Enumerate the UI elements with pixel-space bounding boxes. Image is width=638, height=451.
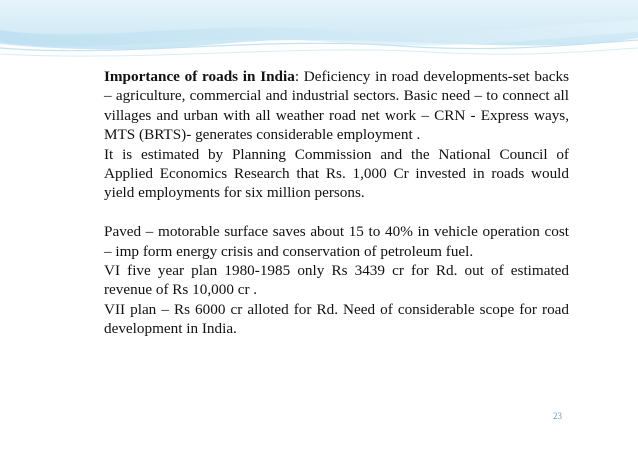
paragraph-seventh-plan: VII plan – Rs 6000 cr alloted for Rd. Need of considerable scope for road development in India.: [104, 300, 569, 338]
paragraph-sixth-plan: VI five year plan 1980-1985 only Rs 3439 cr for Rd. out of estimated revenue of Rs 10,000 cr .: [104, 262, 569, 299]
paragraph-paved-surface: Paved – motorable surface saves about 15 to 40% in vehicle operation cost – imp form energy crisis and conservation of petroleum fuel.: [104, 223, 569, 260]
page-number: 23: [553, 411, 562, 421]
paragraph-lead: Importance of roads in India: [104, 68, 295, 85]
paragraph-planning-commission: It is estimated by Planning Commission and the National Council of Applied Economics Research that Rs. 1,000 Cr invested in roads would yield employments for six million persons.: [104, 145, 569, 202]
paragraph-text: : Deficiency in road developments-set backs – agriculture, commercial and industrial sectors. Basic need – to connect all villages and urban with all weather road net work – CRN - Express ways, MTS (BRTS)- generates considerable employment .: [104, 68, 569, 144]
paragraph-gap: [104, 203, 569, 222]
slide-body: [104, 67, 569, 339]
header-wave-decoration: [0, 0, 638, 64]
paragraph-importance: [104, 67, 569, 145]
